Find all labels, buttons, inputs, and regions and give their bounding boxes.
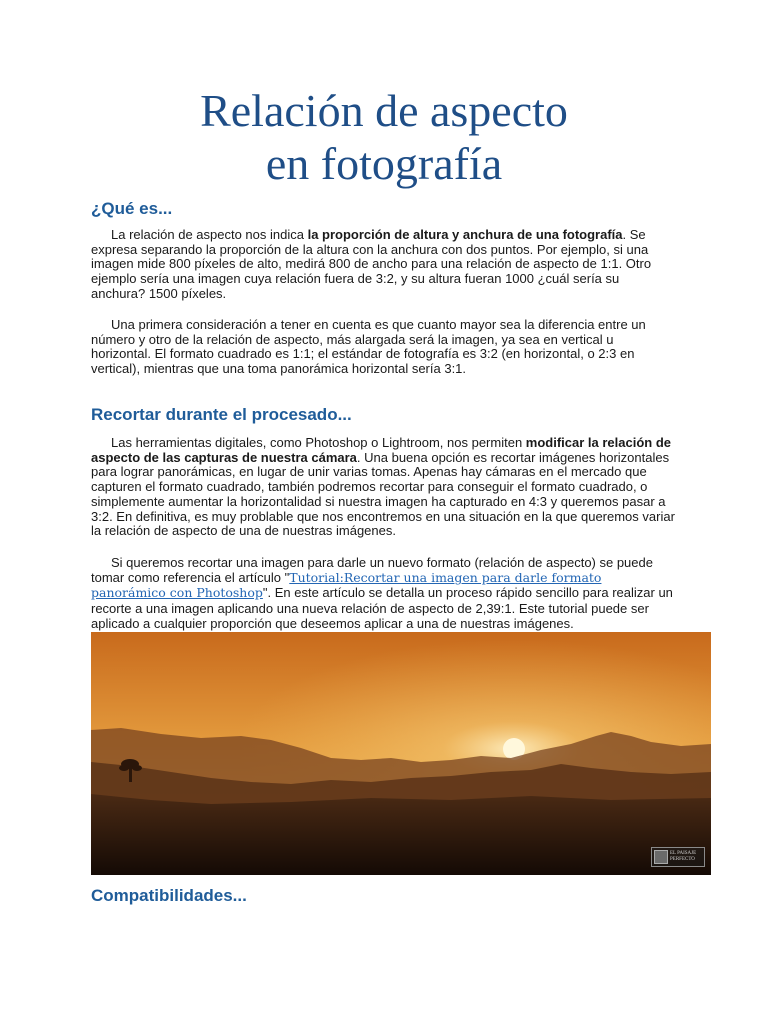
paragraph-recortar-2: Si queremos recortar una imagen para darle un nuevo formato (relación de aspecto) se puede tomar como referencia el artículo "Tutorial:Recortar una imagen para darle formato panorámico con Photoshop". En este artículo se detalla un proceso rápido sencillo para realizar un recorte a una imagen aplicando una nueva relación de aspecto de 2,39:1. Este tutorial puede ser aplicado a cualquier proporción que deseemos aplicar a una de nuestras imágenes. (91, 555, 673, 631)
photo-watermark (651, 847, 705, 867)
paragraph-que-es-1: La relación de aspecto nos indica la proporción de altura y anchura de una fotografía. Se expresa separando la proporción de la altura con la anchura con dos puntos. Por ejemplo, si una imagen mide 800 píxeles de alto, medirá 800 de ancho para una relación de aspecto de 1:1. Otro ejemplo sería una imagen cuya relación fuera de 3:2, y su altura fueran 1000 ¿cuál sería su anchura? 1500 píxeles. (91, 227, 652, 301)
bold-proporcion: la proporción de altura y anchura de una fotografía (307, 227, 623, 242)
heading-recortar: Recortar durante el procesado... (91, 405, 352, 424)
page-title (0, 84, 768, 190)
title-line-1: Relación de aspecto (200, 85, 568, 136)
sunset-photo (91, 632, 711, 875)
watermark-line-2: PERFECTO (670, 857, 695, 862)
sunset-landscape-image (91, 632, 711, 875)
title-line-2: en fotografía (265, 138, 503, 189)
heading-compatibilidades: Compatibilidades... (91, 886, 247, 905)
paragraph-que-es-2: Una primera consideración a tener en cuenta es que cuanto mayor sea la diferencia entre un número y otro de la relación de aspecto, más alargada será la imagen, ya sea en vertical u horizontal. El formato cuadrado es 1:1; el estándar de fotografía es 3:2 (en horizontal, o 2:3 en vertical), mientras que una toma panorámica horizontal sería 3:1. (91, 317, 646, 377)
heading-que-es: ¿Qué es... (91, 199, 173, 218)
foreground-ground (91, 794, 711, 875)
bold-modificar: modificar la relación de aspecto de las capturas de nuestra cámara (91, 435, 671, 465)
paragraph-recortar-1: Las herramientas digitales, como Photoshop o Lightroom, nos permiten modificar la relación de aspecto de las capturas de nuestra cámara. Una buena opción es recortar imágenes horizontales para lograr panorámicas, en lugar de unir varias tomas. Apenas hay cámaras en el mercado que capturen el formato cuadrado, también podremos recortar para conseguir el formato cuadrado, o simplemente aumentar la horizontalidad si nuestra imagen ha capturado en 4:3 y queremos pasar a 3:2. En definitiva, es muy problable que nos encontremos en una situación en la que queremos variar la relación de aspecto de una de nuestras imágenes. (91, 435, 675, 539)
tutorial-link[interactable]: Tutorial:Recortar una imagen para darle formato panorámico con Photoshop (91, 570, 602, 601)
watermark-line-1: EL PAISAJE (670, 851, 697, 856)
camera-icon (654, 850, 668, 864)
